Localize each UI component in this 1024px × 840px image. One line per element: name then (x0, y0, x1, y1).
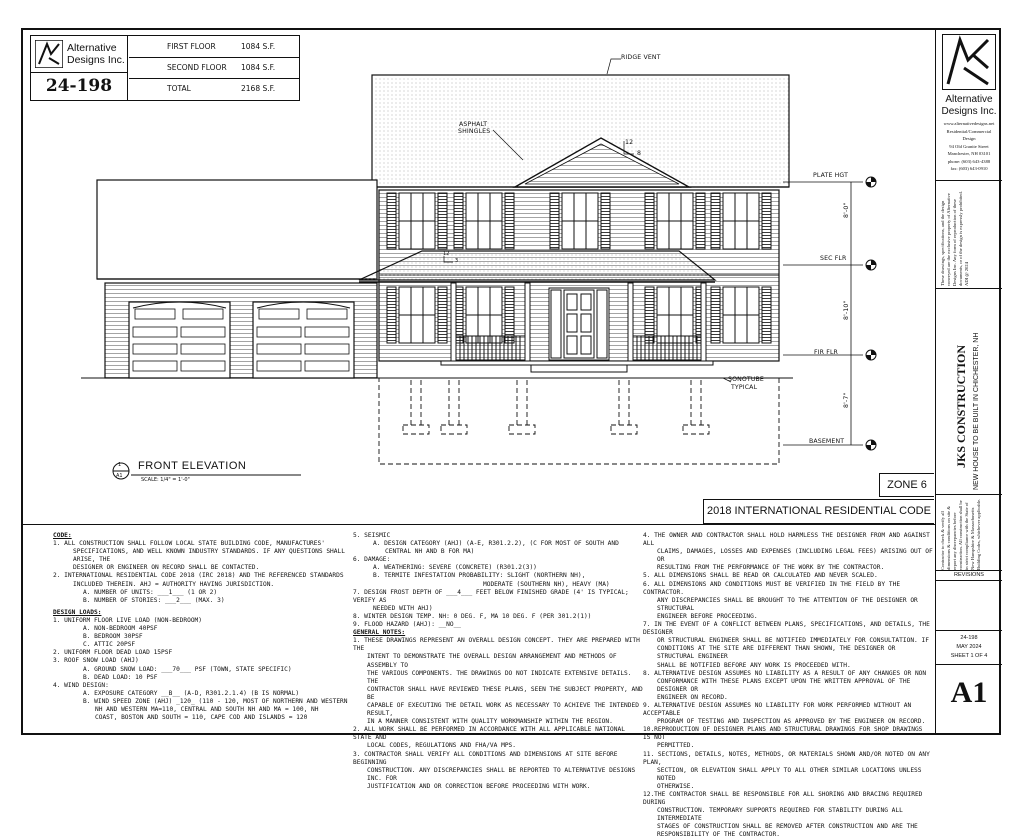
company-logo-large-icon (942, 34, 996, 90)
level-marker-icons (866, 177, 876, 450)
label-shingles: SHINGLES (458, 128, 491, 135)
area-row-second: SECOND FLOOR 1084 S.F. (129, 57, 299, 79)
label-porch-pitch-rise: 3 (455, 258, 459, 264)
copyright-note: These drawings, specifications, and the design conveyed are the exclusive property of Alternative Designs Inc. Any form of reproduction of these documents, or of the design is expressly prohibited. ADI @ 2024 (940, 191, 969, 286)
label-ridge-vent: RIDGE VENT (621, 54, 661, 61)
label-sonotube: SONOTUBE (728, 376, 764, 383)
garage-door-right (253, 302, 354, 378)
foundation-dashed (379, 378, 779, 464)
elevation-marker-sheet: A1 (116, 473, 123, 479)
notes-col-right: 4. THE OWNER AND CONTRACTOR SHALL HOLD HARMLESS THE DESIGNER FROM AND AGAINST ALL CLAIMS, DAMAGES, LOSSES AND EXPENSES (INCLUDING LEGAL FEES) ARISING OUT OF OR RESULTING FROM THE PERFORMANCE OF THE WORK BY THE CONTRACTOR. 5. ALL DIMENSIONS SHALL BE READ OR CALCULATED AND NEVER SCALED. 6. ALL DIMENSIONS AND CONDITIONS MUST BE VERIFIED IN THE FIELD BY THE CONTRACTOR. ANY DISCREPANCIES SHALL BE BROUGHT TO THE ATTENTION OF THE DESIGNER OR STRUCTURAL ENGINEER BEFORE PROCEEDING. 7. IN THE EVENT OF A CONFLICT BETWEEN PLANS, SPECIFICATIONS, AND DETAILS, THE DESIGNER OR STRUCTURAL ENGINEER SHALL BE NOTIFIED IMMEDIATELY FOR CONSULTATION. IF CONDITIONS AT THE SITE ARE DIFFERENT THAN SHOWN, THE DESIGNER OR STRUCTURAL ENGINEER SHALL BE NOTIFIED BEFORE ANY WORK IS PROCEEDED WITH. 8. ALTERNATIVE DESIGN ASSUMES NO LIABILITY AS A RESULT OF ANY CHANGES OR NON CONFORMANCE WITH THESE PLANS EXCEPT UPON THE WRITTEN APPROVAL OF THE DESIGNER OR ENGINEER ON RECORD. 9. ALTERNATIVE DESIGN ASSUMES NO LIABILITY FOR WORK PERFORMED WITHOUT AN ACCEPTABLE PROGRAM OF TESTING AND INSPECTION AS APPROVED BY THE ENGINEER ON RECORD. 10.REPRODUCTION OF DESIGNER PLANS AND STRUCTURAL DRAWINGS FOR SHOP DRAWINGS IS NOT PERMITTED. 11. SECTIONS, DETAILS, NOTES, METHODS, OR MATERIALS SHOWN AND/OR NOTED ON ANY PLAN, SECTION, OR ELEVATION SHALL APPLY TO ALL OTHER SIMILAR LOCATIONS UNLESS NOTED OTHERWISE. 12.THE CONTRACTOR SHALL BE RESPONSIBLE FOR ALL SHORING AND BRACING REQUIRED DURING CONSTRUCTION. TEMPORARY SUPPORTS REQUIRED FOR STABILITY DURING ALL INTERMEDIATE STAGES OF CONSTRUCTION SHALL BE REMOVED AFTER CONSTRUCTION AND ARE THE RESPONSIBILITY OF THE CONTRACTOR. (643, 532, 933, 839)
company-contact: www.alternativedesigns.net Residential/Commercial Design 94 Old Granite Street Manchester, NH 03101 phone: (603) 643-4388 fax: (603) 643-0910 (943, 121, 995, 171)
code-banner: 2018 INTERNATIONAL RESIDENTIAL CODE (703, 499, 934, 524)
elevation-title: FRONT ELEVATION (138, 460, 247, 472)
label-asphalt: ASPHALT (459, 121, 488, 128)
dim-lower: 8'-7" (843, 392, 850, 408)
porch-roof (359, 251, 715, 280)
revisions-label: REVISIONS (954, 572, 984, 578)
right-title-column (935, 30, 1002, 735)
company-name: Alternative Designs Inc. (67, 42, 125, 66)
dim-upper: 8'-0" (843, 202, 850, 218)
area-row-first: FIRST FLOOR 1084 S.F. (129, 36, 299, 58)
label-pitch-rise: 8 (637, 150, 642, 157)
front-elevation-drawing (23, 30, 933, 500)
project-number: 24-198 (31, 73, 128, 100)
label-sec-flr: SEC FLR (820, 255, 847, 262)
upper-windows (387, 193, 771, 249)
dim-middle: 8'-10" (843, 300, 850, 320)
elevation-scale: SCALE: 1/4" = 1'-0" (141, 477, 190, 483)
contractor-note: Contractor to check & verify all dimensions & conditions on site & report any discrepancies before construction. All construction shall be in strict compliance with the State of New Hampshire & Massachusetts Building Codes, whichever applicable. (940, 498, 981, 570)
label-plate-hgt: PLATE HGT (813, 172, 849, 179)
right-company-name: Alternative Designs Inc. (941, 94, 997, 117)
zone-label: ZONE 6 (879, 473, 934, 497)
client-name: JKS CONSTRUCTION (954, 344, 968, 468)
label-basement: BASEMENT (809, 438, 845, 445)
sheet-info: 24-198 MAY 2024 SHEET 1 OF 4 (950, 635, 988, 659)
label-typical: TYPICAL (731, 384, 758, 391)
drawing-sheet (21, 28, 1001, 839)
notes-col-left: CODE: 1. ALL CONSTRUCTION SHALL FOLLOW LOCAL STATE BUILDING CODE, MANUFACTURES' SPECIFICATIONS, AND WELL KNOWN INDUSTRY STANDARDS. IF ANY QUESTIONS SHALL ARISE, THE DESIGNER OR ENGINEER ON RECORD SHALL BE CONTACTED. 2. INTERNATIONAL RESIDENTIAL CODE 2018 (IRC 2018) AND THE REFERENCED STANDARDS INCLUDED THEREIN. AHJ = AUTHORITY HAVING JURISDICTION. A. NUMBER OF UNITS: ___1___ (1 OR 2) B. NUMBER OF STORIES: ___2___ (MAX. 3) DESIGN LOADS: 1. UNIFORM FLOOR LIVE LOAD (NON-BEDROOM) A. NON-BEDROOM 40PSF B. BEDROOM 30PSF C. ATTIC 20PSF 2. UNIFORM FLOOR DEAD LOAD 15PSF 3. ROOF SNOW LOAD (AHJ) A. GROUND SNOW LOAD: ___70___ PSF (TOWN, STATE SPECIFIC) B. DEAD LOAD: 10 PSF 4. WIND DESIGN: A. EXPOSURE CATEGORY __B__ (A-D, R301.2.1.4) (B IS NORMAL) B. WIND SPEED ZONE (AHJ) _120_ (110 - 120, MOST OF NORTHERN AND WESTERN NH AND WESTERN MA=110, CENTRAL AND SOUTH NH AND MA = 100, NH COAST, BOSTON AND SOUTH = 110, CAPE COD AND ISLANDS = 120 (53, 532, 348, 722)
front-door (549, 288, 609, 360)
garage-roof (97, 180, 377, 279)
garage-door-left (129, 302, 230, 378)
label-porch-pitch-run: 12 (443, 251, 450, 257)
elevation-marker-number: 1 (118, 462, 122, 468)
notes-col-middle: 5. SEISMIC A. DESIGN CATEGORY (AHJ) (A-E, R301.2.2), (C FOR MOST OF SOUTH AND CENTRAL NH AND B FOR MA) 6. DAMAGE: A. WEATHERING: SEVERE (CONCRETE) (R301.2(3)) B. TERMITE INFESTATION PROBABILITY: SLIGHT (NORTHERN NH), MODERATE (SOUTHERN NH), HEAVY (MA) 7. DESIGN FROST DEPTH OF ___4___ FEET BELOW FINISHED GRADE (4' IS TYPICAL; VERIFY AS NEEDED WITH AHJ) 8. WINTER DESIGN TEMP. NH: 0 DEG. F, MA 10 DEG. F (PER 301.2(1)) 9. FLOOD HAZARD (AHJ): __NO__ GENERAL NOTES: 1. THESE DRAWINGS REPRESENT AN OVERALL DESIGN CONCEPT. THEY ARE PREPARED WITH THE INTENT TO DEMONSTRATE THE OVERALL DESIGN ARRANGEMENT AND METHODS OF ASSEMBLY TO THE VARIOUS COMPONENTS. THE DRAWINGS DO NOT INDICATE EXTENSIVE DETAILS. THE CONTRACTOR SHALL HAVE REVIEWED THESE PLANS, SEEN THE SUBJECT PROPERTY, AND BE CAPABLE OF EXECUTING THE DETAIL WORK AS NECESSARY TO ACHIEVE THE INTENDED RESULT, IN A MANNER CONSISTENT WITH QUALITY WORKMANSHIP WITHIN THE REGION. 2. ALL WORK SHALL BE PERFORMED IN ACCORDANCE WITH ALL APPLICABLE NATIONAL STATE AND LOCAL CODES, REGULATIONS AND FHA/VA MPS. 3. CONTRACTOR SHALL VERIFY ALL CONDITIONS AND DIMENSIONS AT SITE BEFORE BEGINNING CONSTRUCTION. ANY DISCREPANCIES SHALL BE REPORTED TO ALTERNATIVE DESIGNS INC. FOR JUSTIFICATION AND OR CORRECTION BEFORE PROCEEDING WITH WORK. (353, 532, 643, 790)
notes-divider (23, 524, 935, 525)
area-row-total: TOTAL 2168 S.F. (167, 84, 276, 93)
front-step (531, 365, 627, 372)
porch-deck (441, 361, 713, 365)
project-description: NEW HOUSE TO BE BUILT IN CHICHESTER, NH (973, 332, 980, 490)
sheet-id: A1 (950, 676, 988, 709)
label-fir-flr: FIR FLR (814, 349, 839, 356)
label-pitch-run: 12 (625, 139, 634, 146)
